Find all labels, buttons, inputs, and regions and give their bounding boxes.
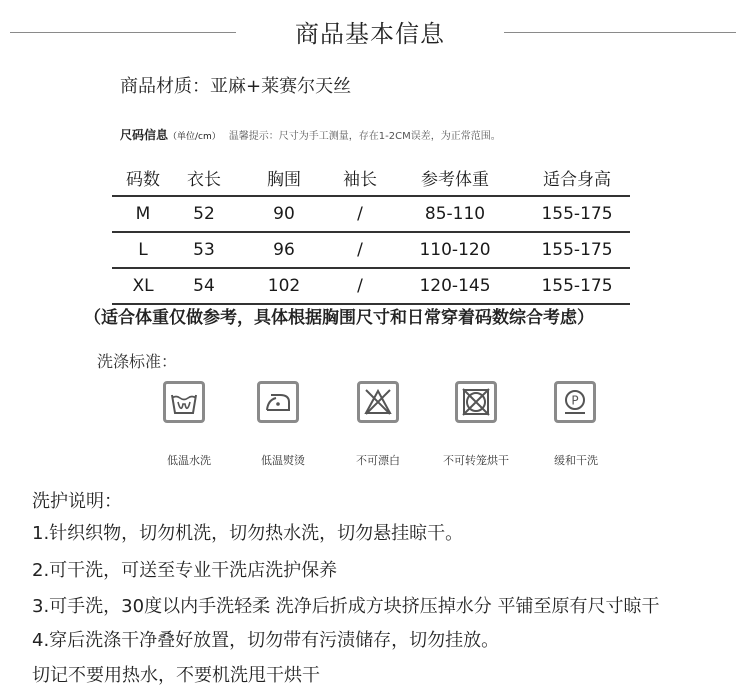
- table-cell: 155-175: [524, 268, 630, 304]
- table-cell: 53: [174, 232, 234, 268]
- table-cell: /: [334, 268, 386, 304]
- wash-label: 低温水洗: [167, 454, 211, 467]
- table-cell: 102: [234, 268, 334, 304]
- table-row: [112, 196, 630, 232]
- table-cell: 90: [234, 196, 334, 232]
- mild-dry-clean-icon: [554, 381, 596, 423]
- table-row: [112, 232, 630, 268]
- care-line: 1.针织织物，切勿机洗，切勿热水洗，切勿悬挂晾干。: [32, 523, 464, 544]
- wash-label: 缓和干洗: [554, 454, 598, 467]
- material-text: 商品材质：亚麻+莱赛尔天丝: [120, 76, 352, 97]
- table-cell: 110-120: [386, 232, 524, 268]
- size-table-header: 衣长: [174, 160, 234, 196]
- header-divider-left: [10, 32, 236, 33]
- size-table-header: 袖长: [334, 160, 386, 196]
- size-info-unit: （单位/cm）: [168, 132, 221, 142]
- size-info-title: 尺码信息: [120, 128, 169, 142]
- size-table: [112, 160, 630, 305]
- care-line: 3.可手洗，30度以内手洗轻柔 洗净后折成方块挤压掉水分 平铺至原有尺寸晾干: [32, 596, 660, 617]
- table-cell: XL: [112, 268, 174, 304]
- size-info-tip: 温馨提示：尺寸为手工测量，存在1-2CM误差，为正常范围。: [228, 131, 501, 142]
- wash-label: 不可转笼烘干: [443, 454, 509, 467]
- size-table-header: 适合身高: [524, 160, 630, 196]
- svg-text:P: P: [571, 393, 579, 408]
- table-cell: M: [112, 196, 174, 232]
- size-table-header-row: [112, 160, 630, 196]
- size-info-line: [120, 126, 501, 143]
- size-table-header: 码数: [112, 160, 174, 196]
- page-title: 商品基本信息: [295, 20, 445, 48]
- care-line: 切记不要用热水，不要机洗甩干烘干: [32, 665, 320, 686]
- table-cell: 85-110: [386, 196, 524, 232]
- size-table-header: 胸围: [234, 160, 334, 196]
- wash-label: 低温熨烫: [261, 454, 305, 467]
- table-cell: 155-175: [524, 232, 630, 268]
- care-line: 4.穿后洗涤干净叠好放置，切勿带有污渍储存，切勿挂放。: [32, 630, 500, 651]
- table-cell: 52: [174, 196, 234, 232]
- table-cell: L: [112, 232, 174, 268]
- table-cell: 120-145: [386, 268, 524, 304]
- table-cell: 96: [234, 232, 334, 268]
- table-row: [112, 268, 630, 304]
- header-divider-right: [504, 32, 736, 33]
- no-tumble-dry-icon: [455, 381, 497, 423]
- table-cell: 54: [174, 268, 234, 304]
- wash-label: 不可漂白: [356, 454, 400, 467]
- table-cell: /: [334, 196, 386, 232]
- care-title: 洗护说明：: [32, 491, 122, 512]
- table-cell: 155-175: [524, 196, 630, 232]
- table-cell: /: [334, 232, 386, 268]
- size-table-header: 参考体重: [386, 160, 524, 196]
- weight-note: （适合体重仅做参考，具体根据胸围尺寸和日常穿着码数综合考虑）: [84, 308, 594, 328]
- low-temp-iron-icon: [257, 381, 299, 423]
- low-temp-wash-icon: [163, 381, 205, 423]
- wash-title: 洗涤标准：: [97, 352, 178, 371]
- no-bleach-icon: [357, 381, 399, 423]
- care-line: 2.可干洗，可送至专业干洗店洗护保养: [32, 560, 338, 581]
